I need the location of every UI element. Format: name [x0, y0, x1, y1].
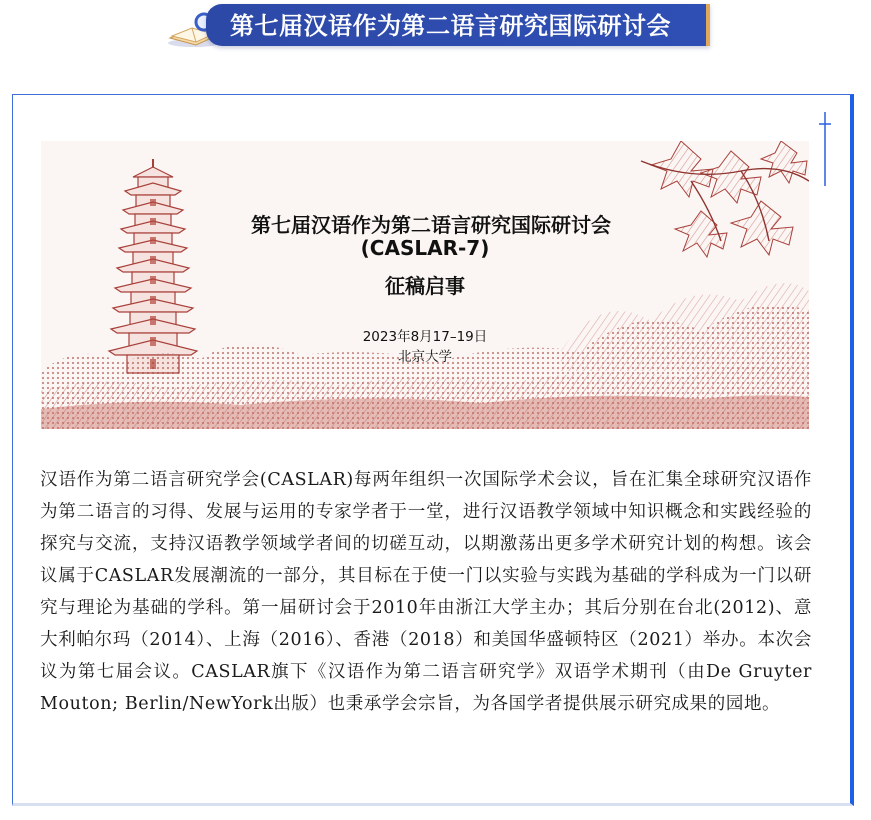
- conference-poster: [41, 141, 809, 429]
- poster-subtitle: 征稿启事: [385, 274, 465, 298]
- poster-place: 北京大学: [398, 349, 452, 365]
- header-banner: [166, 2, 708, 48]
- page-title: 第七届汉语作为第二语言研究国际研讨会: [230, 12, 671, 40]
- corner-mark-icon: [818, 112, 832, 186]
- poster-title: 第七届汉语作为第二语言研究国际研讨会: [251, 213, 611, 237]
- poster-code: (CASLAR-7): [360, 236, 490, 260]
- intro-paragraph: 汉语作为第二语言研究学会(CASLAR)每两年组织一次国际学术会议，旨在汇集全球研究汉语作为第二语言的习得、发展与运用的专家学者于一堂，进行汉语教学领域中知识概念和实践经验的探究与交流，支持汉语教学领域学者间的切磋互动，以期激荡出更多学术研究计划的构想。该会议属于CASLAR发展潮流的一部分，其目标在于使一门以实验与实践为基础的学科成为一门以研究与理论为基础的学科。第一届研讨会于2010年由浙江大学主办；其后分别在台北(2012)、意大利帕尔玛（2014）、上海（2016）、香港（2018）和美国华盛顿特区（2021）举办。本次会议为第七届会议。CASLAR旗下《汉语作为第二语言研究学》双语学术期刊（由De Gruyter Mouton; Berlin/NewYork出版）也秉承学会宗旨，为各国学者提供展示研究成果的园地。: [40, 470, 812, 714]
- poster-date: 2023年8月17–19日: [362, 329, 488, 345]
